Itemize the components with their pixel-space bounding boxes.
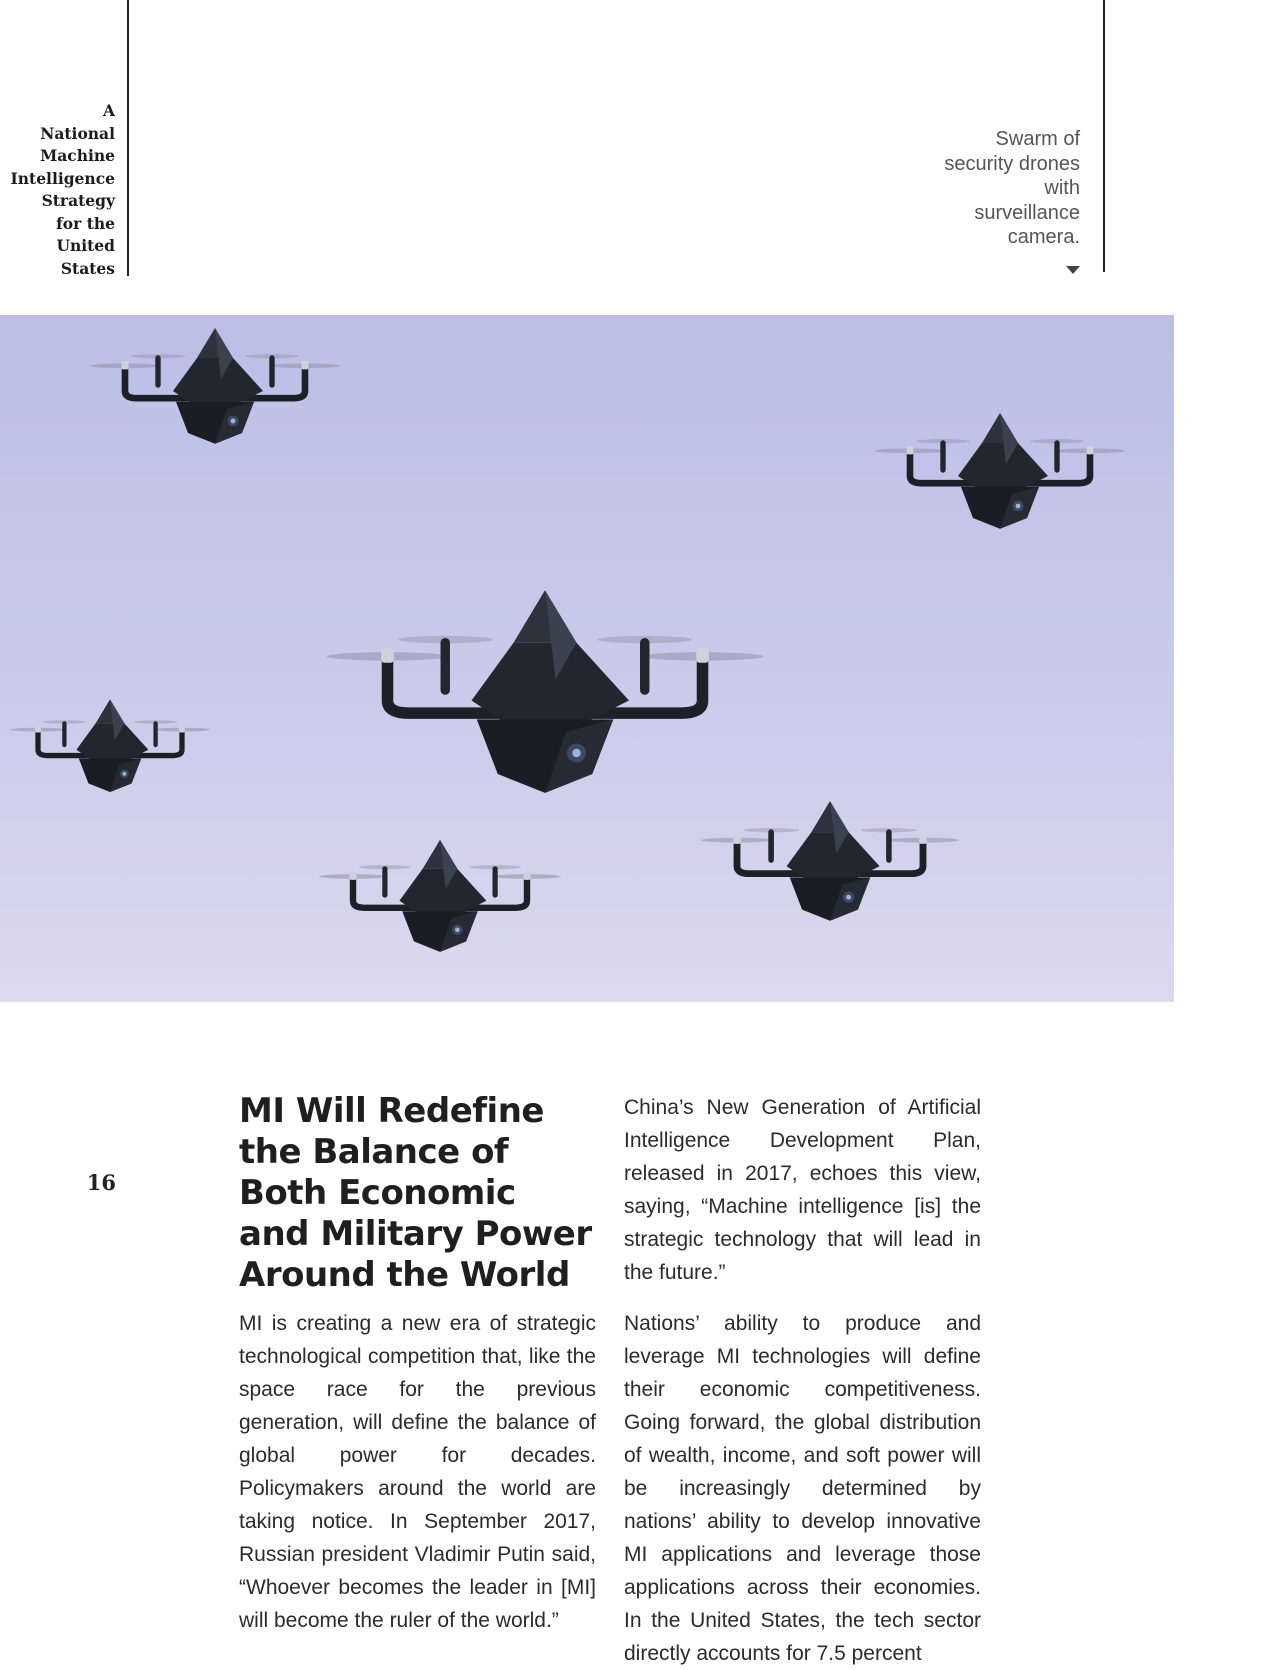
vertical-rule-left [127,0,129,276]
text-column-left [239,1307,596,1637]
drone-swarm-photo [0,315,1174,1002]
running-title-line: Intelligence [10,168,115,188]
body-paragraph: China’s New Generation of Artificial Intelligence Development Plan, released in 2017, echoes this view, saying, “Machine intelligence [is] the strategic technology that will lead in the future.” [624,1096,981,1284]
text-column-right [624,1091,981,1670]
headline-line: Both Economic [239,1173,516,1213]
running-title-line: Strategy [41,191,115,210]
article-headline [239,1091,599,1296]
vertical-rule-right [1103,0,1105,272]
body-paragraph: Nations’ ability to produce and leverage MI technologies will define their economic competitiveness. Going forward, the global distribution of wealth, income, and soft power will be increasingly determined by nations’ ability to develop innovative MI applications and leverage those applications across their economies. In the United States, the tech sector directly accounts for 7.5 percent [624,1312,981,1665]
headline-line: and Military Power [239,1214,592,1254]
running-title-line: National [40,123,115,143]
page-number: 16 [86,1170,116,1195]
running-title-line: A [102,101,115,120]
photo-caption: Swarm of security drones with surveillance camera. [944,128,1080,249]
headline-line: the Balance of [239,1132,509,1172]
running-title-line: States [60,258,115,278]
running-title [0,100,115,280]
headline-line: MI Will Redefine [239,1091,544,1131]
running-title-line: United [56,236,115,255]
running-title-line: for the [56,213,115,233]
headline-line: Around the World [239,1255,570,1295]
running-title-line: Machine [40,146,115,165]
body-paragraph: MI is creating a new era of strategic technological competition that, like the space race for the previous generation, will define the balance of global power for decades. Policymakers around the world are taking notice. In September 2017, Russian president Vladimir Putin said, “Whoever becomes the leader in [MI] will become the ruler of the world.” [239,1312,596,1632]
caret-down-icon [1066,266,1080,274]
